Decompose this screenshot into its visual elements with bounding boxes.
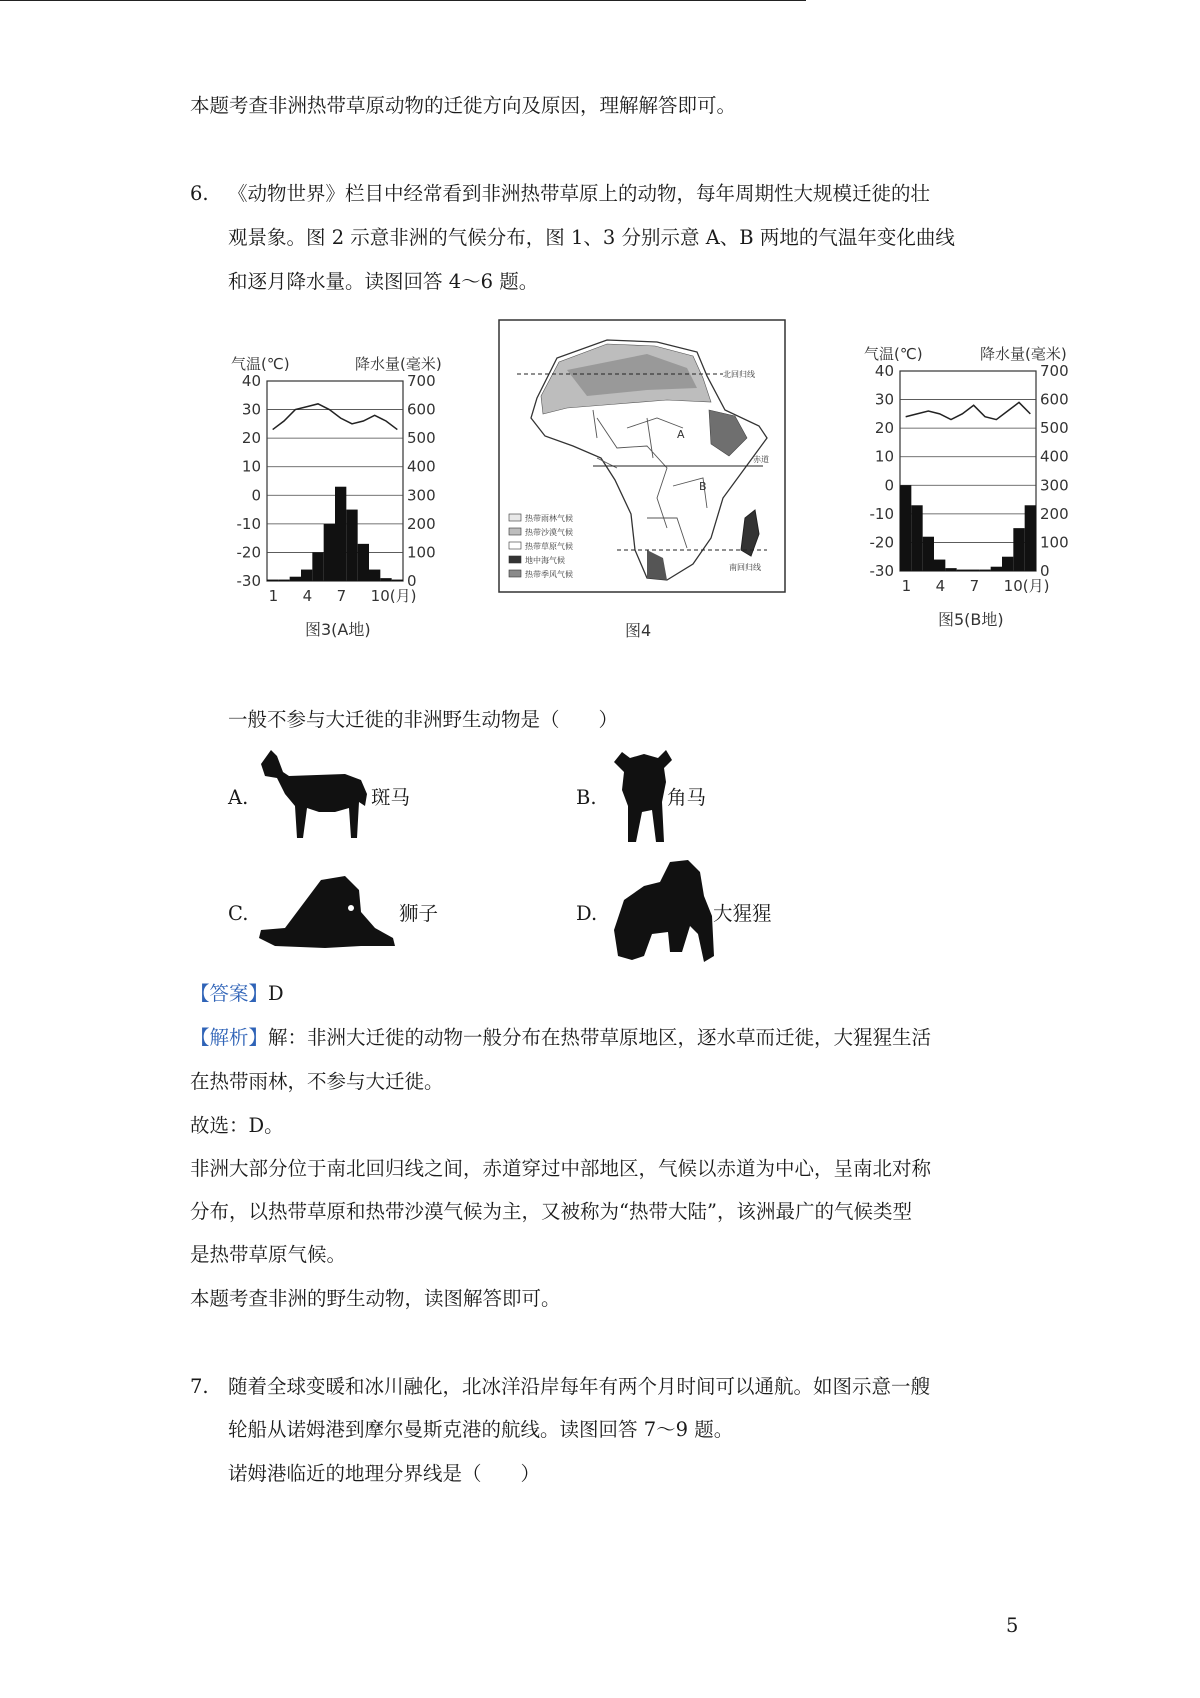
climate-chart-b xyxy=(858,335,1108,635)
chart-b-precip-bar xyxy=(979,570,990,571)
svg-text:热带草原气候: 热带草原气候 xyxy=(525,542,573,551)
answer-tag: 【答案】 xyxy=(190,982,269,1005)
chart-a-y-left-tick: 10 xyxy=(241,457,261,476)
summary-line: 本题考查非洲的野生动物，读图解答即可。 xyxy=(190,1287,561,1310)
svg-text:热带沙漠气候: 热带沙漠气候 xyxy=(525,528,573,537)
chart-b-y-right-tick: 700 xyxy=(1040,362,1069,380)
chart-a-y-left-tick: 40 xyxy=(241,372,261,390)
chart-a-y-left-tick: 0 xyxy=(251,486,261,505)
chart-b-y-left-tick: 10 xyxy=(874,447,894,466)
chart-b-x-tick: 7 xyxy=(969,577,980,595)
chart-b-precip-bar xyxy=(968,570,979,571)
chart-a-y-right-tick: 300 xyxy=(407,486,436,505)
chart-a-y-left-tick: -20 xyxy=(236,543,261,562)
chart-b-y-right-tick: 300 xyxy=(1040,476,1069,495)
chart-b-y-left-tick: -30 xyxy=(869,562,894,580)
chart-b-y-right-tick: 500 xyxy=(1040,419,1069,438)
chart-b-y-left-tick: -20 xyxy=(869,533,894,552)
chart-a-x-tick: 7 xyxy=(336,587,347,605)
svg-text:热带雨林气候: 热带雨林气候 xyxy=(525,514,573,523)
note-line-1: 非洲大部分位于南北回归线之间，赤道穿过中部地区，气候以赤道为中心，呈南北对称 xyxy=(190,1157,932,1180)
chart-a-precip-bar xyxy=(278,580,289,581)
chart-b-precip-bar xyxy=(900,485,911,571)
chart-b-y-right-tick: 100 xyxy=(1040,533,1069,552)
chart-a-y-left-tick: -10 xyxy=(236,514,261,533)
chart-a-x-tick: 1 xyxy=(268,587,279,605)
choice-line: 故选：D。 xyxy=(190,1114,284,1137)
option-c-label: 狮子 xyxy=(399,902,439,925)
chart-b-precip-bar xyxy=(991,567,1002,571)
question-7-line-1: 随着全球变暖和冰川融化，北冰洋沿岸每年有两个月时间可以通航。如图示意一艘 xyxy=(228,1375,931,1398)
option-a-letter: A. xyxy=(228,786,249,809)
chart-b-precip-bar xyxy=(923,537,934,571)
question-6-line-1: 《动物世界》栏目中经常看到非洲热带草原上的动物，每年周期性大规模迁徙的壮 xyxy=(228,182,931,205)
analysis-line-2: 在热带雨林，不参与大迁徙。 xyxy=(190,1070,444,1093)
label-tropic-of-cancer: 北回归线 xyxy=(723,370,755,379)
option-a-label: 斑马 xyxy=(371,786,411,809)
lion-icon xyxy=(255,868,400,953)
question-7-line-2: 轮船从诺姆港到摩尔曼斯克港的航线。读图回答 7～9 题。 xyxy=(228,1418,734,1441)
chart-a-x-tick: 4 xyxy=(302,587,313,605)
note-line-3: 是热带草原气候。 xyxy=(190,1243,347,1266)
chart-b-precip-bar xyxy=(957,570,968,571)
chart-a-y-right-tick: 100 xyxy=(407,543,436,562)
svg-text:热带季风气候: 热带季风气候 xyxy=(525,570,573,579)
page-number: 5 xyxy=(1006,1614,1019,1637)
question-6-line-2: 观景象。图 2 示意非洲的气候分布，图 1、3 分别示意 A、B 两地的气温年变化曲线 xyxy=(228,226,955,249)
chart-b-precip-bar xyxy=(1002,557,1013,571)
map-caption: 图4 xyxy=(625,621,652,640)
chart-a-y-left-tick: 20 xyxy=(241,429,261,448)
chart-a-precip-bar xyxy=(290,577,301,581)
chart-b-x-tick: 1 xyxy=(901,577,912,595)
chart-a-precip-bar xyxy=(312,552,323,581)
svg-text:地中海气候: 地中海气候 xyxy=(525,556,565,565)
chart-a-precip-bar xyxy=(358,544,369,581)
chart-a-precip-bar xyxy=(335,487,346,581)
chart-b-x-tick: 4 xyxy=(935,577,946,595)
answer-value: D xyxy=(268,982,284,1005)
chart-a-y-left-tick: 30 xyxy=(241,400,261,419)
chart-b-y-left-tick: 30 xyxy=(874,390,894,409)
chart-a-precip-bar xyxy=(392,580,403,581)
chart-b-y-right-tick: 600 xyxy=(1040,390,1069,409)
chart-b-precip-bar xyxy=(911,505,922,571)
label-point-a: A xyxy=(677,428,685,441)
chart-a-temperature-line xyxy=(273,404,398,430)
chart-b-y-left-tick: -10 xyxy=(869,504,894,523)
chart-b-y-right-tick: 0 xyxy=(1040,562,1050,580)
chart-a-y-left-tick: -30 xyxy=(236,572,261,590)
chart-a-y-right-tick: 500 xyxy=(407,429,436,448)
chart-b-y-left-tick: 0 xyxy=(884,476,894,495)
option-b-label: 角马 xyxy=(667,786,707,809)
question-number-7: 7. xyxy=(190,1375,209,1398)
answer-line xyxy=(190,980,284,1008)
label-point-b: B xyxy=(699,480,707,493)
chart-a-precip-bar xyxy=(380,578,391,581)
question-6-line-3: 和逐月降水量。读图回答 4～6 题。 xyxy=(228,270,539,293)
chart-a-y-right-tick: 700 xyxy=(407,372,436,390)
chart-b-y-right-tick: 200 xyxy=(1040,504,1069,523)
chart-b-y-left-tick: 40 xyxy=(874,362,894,380)
label-tropic-of-capricorn: 南回归线 xyxy=(729,563,761,572)
option-c-letter: C. xyxy=(228,902,249,925)
question-7-stem: 诺姆港临近的地理分界线是（ ） xyxy=(228,1462,541,1485)
question-6-stem: 一般不参与大迁徙的非洲野生动物是（ ） xyxy=(228,708,619,731)
chart-b-precip-bar xyxy=(1013,528,1024,571)
question-number-6: 6. xyxy=(190,182,209,205)
gorilla-icon xyxy=(608,856,718,966)
analysis-tag: 【解析】 xyxy=(190,1026,269,1049)
chart-a-y-right-tick: 200 xyxy=(407,514,436,533)
zebra-icon xyxy=(255,746,375,841)
previous-question-summary: 本题考查非洲热带草原动物的迁徙方向及原因，理解解答即可。 xyxy=(190,94,737,117)
chart-a-y-right-tick: 400 xyxy=(407,457,436,476)
chart-a-left-title: 气温(℃) xyxy=(231,355,290,373)
chart-a-precip-bar xyxy=(324,524,335,581)
chart-a-precip-bar xyxy=(369,570,380,581)
chart-b-temperature-line xyxy=(906,402,1031,419)
chart-b-left-title: 气温(℃) xyxy=(864,345,923,363)
climate-chart-a xyxy=(225,345,475,645)
chart-b-y-right-tick: 400 xyxy=(1040,447,1069,466)
chart-a-right-title: 降水量(毫米) xyxy=(355,355,442,373)
chart-b-precip-bar xyxy=(934,560,945,571)
option-d-letter: D. xyxy=(576,902,598,925)
chart-b-x-tick: 10(月) xyxy=(1003,577,1050,595)
analysis-line-1: 【解析】解：非洲大迁徙的动物一般分布在热带草原地区，逐水草而迁徙，大猩猩生活 xyxy=(190,1026,932,1049)
chart-a-precip-bar xyxy=(267,580,278,581)
option-b-letter: B. xyxy=(576,786,597,809)
chart-b-precip-bar xyxy=(945,568,956,571)
africa-climate-map xyxy=(497,318,789,648)
chart-b-caption: 图5(B地) xyxy=(938,610,1004,629)
chart-a-caption: 图3(A地) xyxy=(305,620,371,639)
note-line-2: 分布，以热带草原和热带沙漠气候为主，又被称为“热带大陆”，该洲最广的气候类型 xyxy=(190,1200,912,1223)
header-rule xyxy=(0,0,806,1)
option-d-label: 大猩猩 xyxy=(713,902,772,925)
chart-a-y-right-tick: 0 xyxy=(407,572,417,590)
chart-b-y-left-tick: 20 xyxy=(874,419,894,438)
chart-a-precip-bar xyxy=(346,510,357,581)
label-equator: 赤道 xyxy=(753,455,769,464)
chart-a-precip-bar xyxy=(301,570,312,581)
chart-b-precip-bar xyxy=(1025,505,1036,571)
chart-a-x-tick: 10(月) xyxy=(370,587,417,605)
chart-b-right-title: 降水量(毫米) xyxy=(980,345,1067,363)
chart-a-y-right-tick: 600 xyxy=(407,400,436,419)
